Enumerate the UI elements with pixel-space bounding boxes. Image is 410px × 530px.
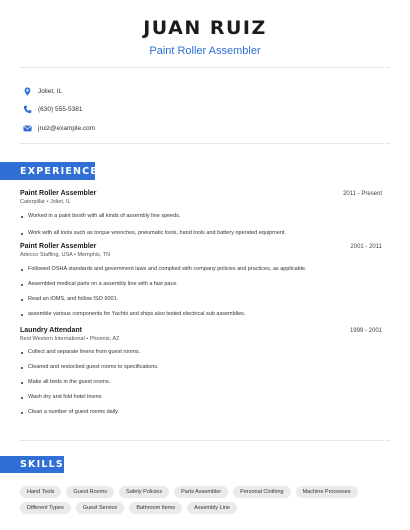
contact-phone — [20, 101, 95, 120]
skill-chip: Personal Clothing — [233, 486, 290, 498]
job-dates: 2011 - Present — [343, 191, 382, 197]
divider — [20, 143, 390, 144]
job-bullet: Assembled medical parts on a assembly line with a fast pace. — [20, 281, 382, 288]
skills-heading: SKILLS — [0, 456, 64, 473]
skill-chip: Assembly Line — [187, 502, 237, 514]
job-bullet: Wash dry and fold hotel linens — [20, 394, 382, 401]
experience-entry — [20, 243, 382, 318]
job-company: Adecco Staffing, USA • Memphis, TN — [20, 252, 111, 258]
experience-heading: EXPERIENCE — [0, 162, 95, 180]
phone-icon — [22, 105, 32, 115]
job-title: Paint Roller Assembler — [20, 190, 97, 197]
location-pin-icon — [22, 86, 32, 96]
job-company: Best Western International • Phoenix, AZ — [20, 336, 120, 342]
skills-list — [20, 486, 396, 514]
job-title: Paint Roller Assembler — [20, 243, 97, 250]
job-bullet: Clean a number of guest rooms daily. — [20, 409, 382, 416]
candidate-name: JUAN RUIZ — [143, 17, 267, 39]
skill-chip: Guest Rooms — [66, 486, 114, 498]
divider — [20, 440, 390, 441]
skill-chip: Parts Assembler — [174, 486, 228, 498]
skill-chip: Different Types — [20, 502, 71, 514]
experience-entry — [20, 190, 382, 237]
job-bullet: Worked in a paint booth with all kinds of assembly line speeds. — [20, 213, 382, 220]
skill-chip: Safety Policies — [119, 486, 169, 498]
email-icon — [22, 123, 32, 133]
phone-text: (630) 555-5381 — [38, 106, 83, 114]
divider — [20, 67, 390, 68]
job-dates: 1999 - 2001 — [349, 328, 382, 334]
contact-list — [20, 82, 95, 138]
email-text: jruiz@example.com — [38, 124, 96, 132]
contact-location — [20, 82, 95, 101]
job-bullet: Read an iOMS, and follow ISO 9001. — [20, 296, 382, 303]
job-company: Caterpillar • Joliet, IL — [20, 199, 71, 205]
skill-chip: Hand Tools — [20, 486, 61, 498]
job-bullet: Collect and separate linens from guest rooms. — [20, 349, 382, 356]
skill-chip: Machine Processes — [296, 486, 358, 498]
candidate-title: Paint Roller Assembler — [149, 45, 261, 57]
experience-entry — [20, 327, 382, 416]
skill-chip: Guest Service — [76, 502, 125, 514]
job-bullet: Make all beds in the guest rooms. — [20, 379, 382, 386]
job-bullet: Work with all tools such as torque wrenches, pneumatic tools, hand tools and battery operated equipment. — [20, 230, 382, 237]
job-dates: 2001 - 2011 — [350, 244, 382, 250]
job-bullet: Followed OSHA standards and government laws and complied with company policies and practices, as applicable. — [20, 266, 382, 273]
resume-header — [0, 0, 410, 57]
job-bullet: assemble various components for Yachts and ships also tested electrical sub assemblies. — [20, 311, 382, 318]
job-bullet: Cleaned and restocked guest rooms to specifications. — [20, 364, 382, 371]
job-title: Laundry Attendant — [20, 327, 82, 334]
location-text: Joliet, IL — [38, 87, 63, 95]
contact-email — [20, 119, 95, 138]
skill-chip: Bathroom Items — [129, 502, 182, 514]
